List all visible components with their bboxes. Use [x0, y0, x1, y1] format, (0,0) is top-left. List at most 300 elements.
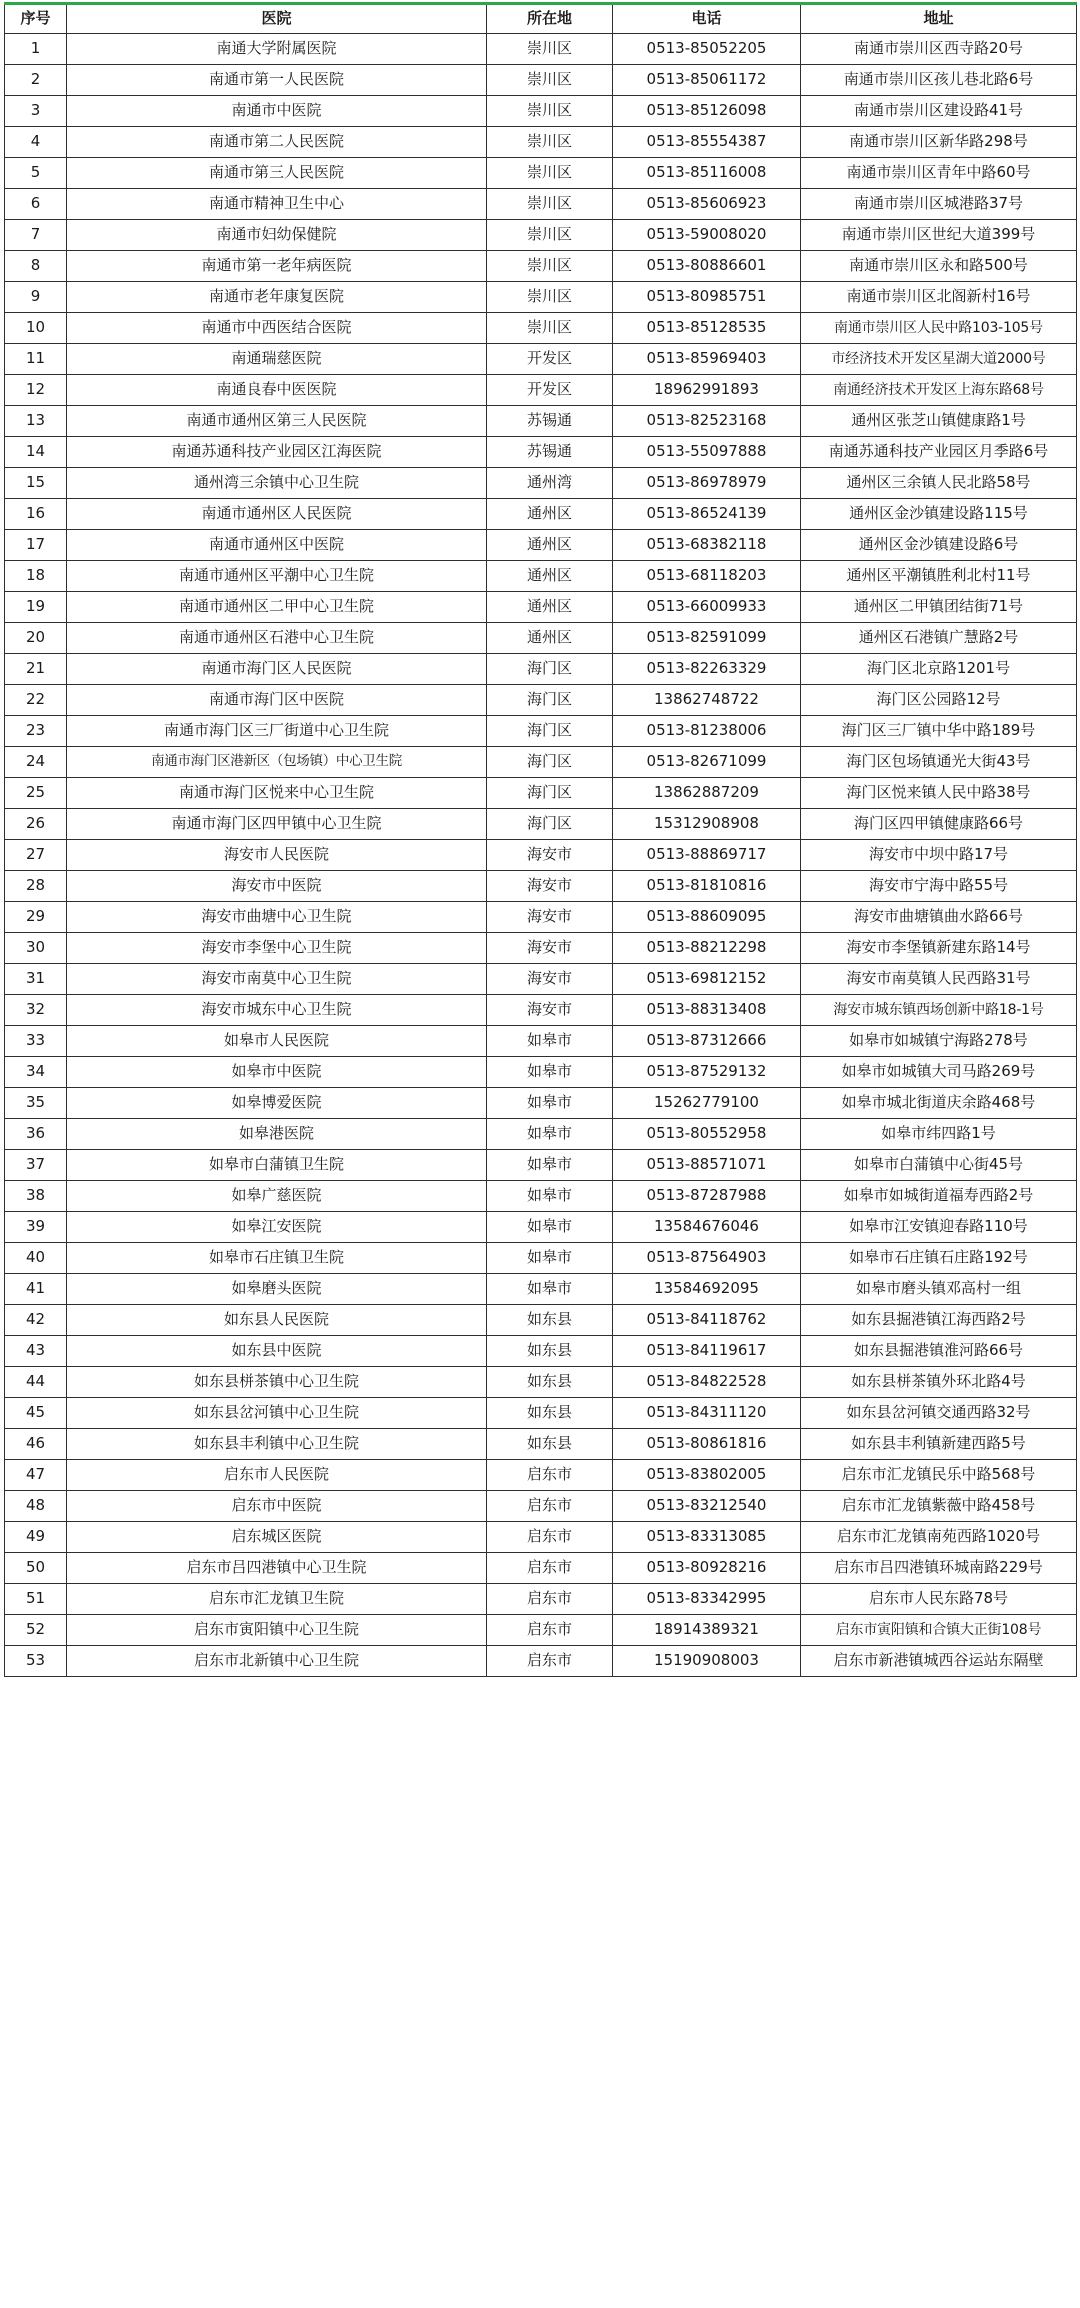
table-row: [5, 685, 1077, 716]
table-row: [5, 623, 1077, 654]
cell-address: 如皋市纬四路1号: [801, 1119, 1077, 1150]
cell-address: 南通市崇川区新华路298号: [801, 127, 1077, 158]
cell-hospital: 南通市第二人民医院: [67, 127, 487, 158]
cell-address: 通州区张芝山镇健康路1号: [801, 406, 1077, 437]
cell-hospital: 海安市曲塘中心卫生院: [67, 902, 487, 933]
cell-phone: 13862748722: [613, 685, 801, 716]
cell-seq: 51: [5, 1584, 67, 1615]
cell-seq: 8: [5, 251, 67, 282]
cell-phone: 0513-82671099: [613, 747, 801, 778]
table-row: [5, 34, 1077, 65]
cell-phone: 0513-88212298: [613, 933, 801, 964]
table-row: [5, 995, 1077, 1026]
table-row: [5, 871, 1077, 902]
cell-area: 崇川区: [487, 313, 613, 344]
cell-seq: 10: [5, 313, 67, 344]
cell-seq: 7: [5, 220, 67, 251]
cell-phone: 0513-85969403: [613, 344, 801, 375]
cell-hospital: 南通市中西医结合医院: [67, 313, 487, 344]
table-row: [5, 1646, 1077, 1677]
cell-hospital: 南通市通州区第三人民医院: [67, 406, 487, 437]
cell-hospital: 南通市通州区二甲中心卫生院: [67, 592, 487, 623]
table-row: [5, 1274, 1077, 1305]
cell-seq: 29: [5, 902, 67, 933]
cell-address: 南通市崇川区建设路41号: [801, 96, 1077, 127]
cell-area: 海门区: [487, 747, 613, 778]
cell-seq: 3: [5, 96, 67, 127]
cell-hospital: 海安市李堡中心卫生院: [67, 933, 487, 964]
cell-phone: 0513-68382118: [613, 530, 801, 561]
cell-phone: 0513-81238006: [613, 716, 801, 747]
cell-phone: 13584676046: [613, 1212, 801, 1243]
cell-address: 启东市汇龙镇紫薇中路458号: [801, 1491, 1077, 1522]
cell-phone: 0513-80886601: [613, 251, 801, 282]
cell-seq: 38: [5, 1181, 67, 1212]
cell-address: 启东市人民东路78号: [801, 1584, 1077, 1615]
table-row: [5, 1212, 1077, 1243]
cell-address: 南通经济技术开发区上海东路68号: [801, 375, 1077, 406]
table-row: [5, 1398, 1077, 1429]
table-row: [5, 1026, 1077, 1057]
cell-seq: 24: [5, 747, 67, 778]
cell-phone: 0513-82591099: [613, 623, 801, 654]
cell-phone: 0513-88869717: [613, 840, 801, 871]
cell-hospital: 南通市妇幼保健院: [67, 220, 487, 251]
cell-phone: 0513-68118203: [613, 561, 801, 592]
cell-seq: 47: [5, 1460, 67, 1491]
cell-phone: 13862887209: [613, 778, 801, 809]
cell-area: 海安市: [487, 933, 613, 964]
cell-area: 开发区: [487, 375, 613, 406]
column-header-area: 所在地: [487, 4, 613, 34]
cell-area: 苏锡通: [487, 406, 613, 437]
cell-seq: 5: [5, 158, 67, 189]
table-row: [5, 406, 1077, 437]
cell-hospital: 启东市中医院: [67, 1491, 487, 1522]
cell-address: 市经济技术开发区星湖大道2000号: [801, 344, 1077, 375]
table-row: [5, 1243, 1077, 1274]
cell-seq: 53: [5, 1646, 67, 1677]
cell-seq: 19: [5, 592, 67, 623]
cell-address: 启东市寅阳镇和合镇大正街108号: [801, 1615, 1077, 1646]
cell-phone: 0513-80928216: [613, 1553, 801, 1584]
cell-phone: 0513-83212540: [613, 1491, 801, 1522]
cell-hospital: 启东市汇龙镇卫生院: [67, 1584, 487, 1615]
cell-hospital: 南通大学附属医院: [67, 34, 487, 65]
cell-hospital: 启东市人民医院: [67, 1460, 487, 1491]
cell-address: 如东县掘港镇江海西路2号: [801, 1305, 1077, 1336]
table-row: [5, 1584, 1077, 1615]
cell-phone: 0513-86978979: [613, 468, 801, 499]
cell-area: 崇川区: [487, 127, 613, 158]
table-row: [5, 1429, 1077, 1460]
cell-phone: 15262779100: [613, 1088, 801, 1119]
cell-address: 海门区包场镇通光大街43号: [801, 747, 1077, 778]
cell-phone: 15312908908: [613, 809, 801, 840]
cell-address: 南通市崇川区永和路500号: [801, 251, 1077, 282]
cell-address: 南通市崇川区城港路37号: [801, 189, 1077, 220]
cell-hospital: 如东县人民医院: [67, 1305, 487, 1336]
cell-phone: 0513-80985751: [613, 282, 801, 313]
table-row: [5, 65, 1077, 96]
cell-seq: 39: [5, 1212, 67, 1243]
cell-hospital: 如东县中医院: [67, 1336, 487, 1367]
cell-hospital: 如皋港医院: [67, 1119, 487, 1150]
cell-area: 启东市: [487, 1491, 613, 1522]
cell-area: 如皋市: [487, 1026, 613, 1057]
cell-hospital: 海安市人民医院: [67, 840, 487, 871]
cell-area: 崇川区: [487, 251, 613, 282]
cell-seq: 48: [5, 1491, 67, 1522]
cell-area: 海门区: [487, 654, 613, 685]
cell-area: 海门区: [487, 685, 613, 716]
cell-phone: 0513-83802005: [613, 1460, 801, 1491]
cell-address: 海门区四甲镇健康路66号: [801, 809, 1077, 840]
cell-phone: 0513-84311120: [613, 1398, 801, 1429]
cell-seq: 12: [5, 375, 67, 406]
cell-area: 海门区: [487, 809, 613, 840]
table-row: [5, 1460, 1077, 1491]
table-body: [5, 34, 1077, 1677]
cell-phone: 0513-88571071: [613, 1150, 801, 1181]
cell-address: 如皋市如城镇大司马路269号: [801, 1057, 1077, 1088]
cell-area: 崇川区: [487, 65, 613, 96]
cell-address: 启东市吕四港镇环城南路229号: [801, 1553, 1077, 1584]
cell-phone: 0513-69812152: [613, 964, 801, 995]
table-row: [5, 158, 1077, 189]
cell-address: 如东县栟茶镇外环北路4号: [801, 1367, 1077, 1398]
cell-seq: 2: [5, 65, 67, 96]
cell-area: 崇川区: [487, 158, 613, 189]
cell-address: 南通市崇川区青年中路60号: [801, 158, 1077, 189]
cell-seq: 34: [5, 1057, 67, 1088]
cell-address: 通州区金沙镇建设路115号: [801, 499, 1077, 530]
cell-hospital: 启东市北新镇中心卫生院: [67, 1646, 487, 1677]
table-row: [5, 809, 1077, 840]
cell-hospital: 南通市通州区中医院: [67, 530, 487, 561]
cell-seq: 18: [5, 561, 67, 592]
cell-hospital: 如皋市中医院: [67, 1057, 487, 1088]
cell-seq: 11: [5, 344, 67, 375]
cell-area: 崇川区: [487, 34, 613, 65]
cell-area: 如皋市: [487, 1243, 613, 1274]
cell-area: 海安市: [487, 995, 613, 1026]
cell-hospital: 如东县栟茶镇中心卫生院: [67, 1367, 487, 1398]
cell-address: 海安市城东镇西场创新中路18-1号: [801, 995, 1077, 1026]
cell-seq: 49: [5, 1522, 67, 1553]
cell-phone: 0513-83342995: [613, 1584, 801, 1615]
table-row: [5, 1150, 1077, 1181]
cell-area: 通州区: [487, 623, 613, 654]
cell-seq: 33: [5, 1026, 67, 1057]
cell-hospital: 如皋市白蒲镇卫生院: [67, 1150, 487, 1181]
cell-seq: 40: [5, 1243, 67, 1274]
cell-seq: 27: [5, 840, 67, 871]
cell-hospital: 如皋磨头医院: [67, 1274, 487, 1305]
table-row: [5, 1305, 1077, 1336]
table-row: [5, 1491, 1077, 1522]
cell-phone: 0513-87529132: [613, 1057, 801, 1088]
table-row: [5, 561, 1077, 592]
cell-seq: 4: [5, 127, 67, 158]
cell-address: 如皋市白蒲镇中心街45号: [801, 1150, 1077, 1181]
table-row: [5, 1057, 1077, 1088]
cell-hospital: 通州湾三余镇中心卫生院: [67, 468, 487, 499]
cell-seq: 22: [5, 685, 67, 716]
cell-phone: 0513-85061172: [613, 65, 801, 96]
cell-hospital: 如东县丰利镇中心卫生院: [67, 1429, 487, 1460]
cell-address: 南通苏通科技产业园区月季路6号: [801, 437, 1077, 468]
cell-seq: 6: [5, 189, 67, 220]
table-row: [5, 1181, 1077, 1212]
cell-hospital: 南通市通州区人民医院: [67, 499, 487, 530]
cell-area: 通州区: [487, 499, 613, 530]
table-row: [5, 1522, 1077, 1553]
cell-area: 海门区: [487, 716, 613, 747]
table-row: [5, 1088, 1077, 1119]
cell-phone: 0513-82263329: [613, 654, 801, 685]
column-header-phone: 电话: [613, 4, 801, 34]
cell-seq: 1: [5, 34, 67, 65]
cell-hospital: 启东市寅阳镇中心卫生院: [67, 1615, 487, 1646]
cell-area: 启东市: [487, 1553, 613, 1584]
cell-seq: 37: [5, 1150, 67, 1181]
table-row: [5, 375, 1077, 406]
cell-hospital: 南通市海门区四甲镇中心卫生院: [67, 809, 487, 840]
cell-phone: 0513-87287988: [613, 1181, 801, 1212]
table-row: [5, 654, 1077, 685]
cell-area: 海安市: [487, 902, 613, 933]
cell-hospital: 海安市中医院: [67, 871, 487, 902]
cell-phone: 0513-88609095: [613, 902, 801, 933]
cell-area: 启东市: [487, 1615, 613, 1646]
cell-hospital: 南通市第三人民医院: [67, 158, 487, 189]
cell-phone: 0513-66009933: [613, 592, 801, 623]
cell-phone: 0513-85606923: [613, 189, 801, 220]
cell-area: 如东县: [487, 1305, 613, 1336]
cell-phone: 0513-85554387: [613, 127, 801, 158]
cell-seq: 26: [5, 809, 67, 840]
cell-phone: 18914389321: [613, 1615, 801, 1646]
cell-seq: 46: [5, 1429, 67, 1460]
cell-address: 南通市崇川区世纪大道399号: [801, 220, 1077, 251]
cell-hospital: 海安市城东中心卫生院: [67, 995, 487, 1026]
cell-seq: 35: [5, 1088, 67, 1119]
cell-address: 如皋市磨头镇邓高村一组: [801, 1274, 1077, 1305]
cell-address: 如东县岔河镇交通西路32号: [801, 1398, 1077, 1429]
table-header: [5, 4, 1077, 34]
cell-address: 如东县掘港镇淮河路66号: [801, 1336, 1077, 1367]
cell-address: 启东市汇龙镇南苑西路1020号: [801, 1522, 1077, 1553]
cell-area: 苏锡通: [487, 437, 613, 468]
cell-area: 海安市: [487, 840, 613, 871]
cell-hospital: 南通市通州区石港中心卫生院: [67, 623, 487, 654]
cell-hospital: 如皋博爱医院: [67, 1088, 487, 1119]
cell-area: 如皋市: [487, 1150, 613, 1181]
cell-area: 通州区: [487, 592, 613, 623]
cell-seq: 17: [5, 530, 67, 561]
cell-area: 如皋市: [487, 1119, 613, 1150]
cell-phone: 0513-85126098: [613, 96, 801, 127]
table-row: [5, 1367, 1077, 1398]
cell-phone: 18962991893: [613, 375, 801, 406]
cell-address: 南通市崇川区北阁新村16号: [801, 282, 1077, 313]
cell-area: 如东县: [487, 1367, 613, 1398]
cell-address: 海安市宁海中路55号: [801, 871, 1077, 902]
table-row: [5, 530, 1077, 561]
cell-seq: 23: [5, 716, 67, 747]
table-row: [5, 96, 1077, 127]
cell-hospital: 南通市海门区港新区（包场镇）中心卫生院: [67, 747, 487, 778]
cell-address: 如皋市如城镇宁海路278号: [801, 1026, 1077, 1057]
table-row: [5, 437, 1077, 468]
cell-phone: 0513-84822528: [613, 1367, 801, 1398]
cell-area: 崇川区: [487, 282, 613, 313]
cell-phone: 0513-87312666: [613, 1026, 801, 1057]
cell-phone: 0513-85128535: [613, 313, 801, 344]
cell-area: 启东市: [487, 1646, 613, 1677]
cell-hospital: 南通市海门区中医院: [67, 685, 487, 716]
table-row: [5, 592, 1077, 623]
cell-address: 南通市崇川区人民中路103-105号: [801, 313, 1077, 344]
cell-phone: 0513-85116008: [613, 158, 801, 189]
cell-seq: 32: [5, 995, 67, 1026]
table-header-row: [5, 4, 1077, 34]
table-row: [5, 189, 1077, 220]
table-row: [5, 840, 1077, 871]
cell-seq: 52: [5, 1615, 67, 1646]
cell-phone: 0513-55097888: [613, 437, 801, 468]
cell-area: 如东县: [487, 1398, 613, 1429]
cell-hospital: 南通苏通科技产业园区江海医院: [67, 437, 487, 468]
cell-seq: 28: [5, 871, 67, 902]
table-row: [5, 1615, 1077, 1646]
cell-phone: 0513-82523168: [613, 406, 801, 437]
table-row: [5, 344, 1077, 375]
cell-area: 崇川区: [487, 220, 613, 251]
cell-area: 如皋市: [487, 1274, 613, 1305]
cell-area: 如东县: [487, 1336, 613, 1367]
table-row: [5, 499, 1077, 530]
cell-hospital: 南通市第一老年病医院: [67, 251, 487, 282]
table-row: [5, 220, 1077, 251]
cell-area: 启东市: [487, 1522, 613, 1553]
cell-address: 启东市新港镇城西谷运站东隔壁: [801, 1646, 1077, 1677]
cell-area: 开发区: [487, 344, 613, 375]
table-row: [5, 1553, 1077, 1584]
cell-address: 海安市中坝中路17号: [801, 840, 1077, 871]
cell-address: 南通市崇川区孩儿巷北路6号: [801, 65, 1077, 96]
table-row: [5, 251, 1077, 282]
table-row: [5, 747, 1077, 778]
cell-phone: 0513-85052205: [613, 34, 801, 65]
cell-seq: 43: [5, 1336, 67, 1367]
cell-hospital: 南通市精神卫生中心: [67, 189, 487, 220]
table-row: [5, 313, 1077, 344]
cell-address: 通州区三余镇人民北路58号: [801, 468, 1077, 499]
cell-area: 如皋市: [487, 1212, 613, 1243]
cell-phone: 0513-83313085: [613, 1522, 801, 1553]
cell-area: 崇川区: [487, 96, 613, 127]
cell-address: 海门区三厂镇中华中路189号: [801, 716, 1077, 747]
cell-seq: 9: [5, 282, 67, 313]
cell-hospital: 南通市海门区人民医院: [67, 654, 487, 685]
cell-hospital: 如皋广慈医院: [67, 1181, 487, 1212]
cell-address: 如皋市如城街道福寿西路2号: [801, 1181, 1077, 1212]
cell-phone: 0513-59008020: [613, 220, 801, 251]
cell-seq: 36: [5, 1119, 67, 1150]
cell-area: 启东市: [487, 1460, 613, 1491]
cell-address: 通州区二甲镇团结街71号: [801, 592, 1077, 623]
cell-hospital: 海安市南莫中心卫生院: [67, 964, 487, 995]
cell-area: 通州湾: [487, 468, 613, 499]
cell-address: 海安市南莫镇人民西路31号: [801, 964, 1077, 995]
cell-phone: 0513-88313408: [613, 995, 801, 1026]
table-row: [5, 902, 1077, 933]
table-row: [5, 1119, 1077, 1150]
cell-phone: 0513-80552958: [613, 1119, 801, 1150]
cell-address: 海安市李堡镇新建东路14号: [801, 933, 1077, 964]
table-row: [5, 778, 1077, 809]
cell-hospital: 南通市中医院: [67, 96, 487, 127]
cell-seq: 16: [5, 499, 67, 530]
column-header-address: 地址: [801, 4, 1077, 34]
cell-phone: 0513-84118762: [613, 1305, 801, 1336]
table-row: [5, 716, 1077, 747]
cell-seq: 50: [5, 1553, 67, 1584]
cell-area: 通州区: [487, 561, 613, 592]
cell-phone: 13584692095: [613, 1274, 801, 1305]
cell-area: 启东市: [487, 1584, 613, 1615]
cell-hospital: 如皋江安医院: [67, 1212, 487, 1243]
cell-address: 南通市崇川区西寺路20号: [801, 34, 1077, 65]
cell-hospital: 如皋市石庄镇卫生院: [67, 1243, 487, 1274]
cell-address: 海安市曲塘镇曲水路66号: [801, 902, 1077, 933]
column-header-seq: 序号: [5, 4, 67, 34]
cell-address: 如皋市石庄镇石庄路192号: [801, 1243, 1077, 1274]
table-row: [5, 964, 1077, 995]
cell-seq: 15: [5, 468, 67, 499]
cell-hospital: 南通市海门区三厂街道中心卫生院: [67, 716, 487, 747]
cell-address: 启东市汇龙镇民乐中路568号: [801, 1460, 1077, 1491]
cell-address: 海门区公园路12号: [801, 685, 1077, 716]
cell-area: 如皋市: [487, 1088, 613, 1119]
cell-phone: 0513-86524139: [613, 499, 801, 530]
cell-phone: 0513-87564903: [613, 1243, 801, 1274]
cell-address: 海门区北京路1201号: [801, 654, 1077, 685]
cell-phone: 0513-81810816: [613, 871, 801, 902]
cell-address: 通州区石港镇广慧路2号: [801, 623, 1077, 654]
column-header-hospital: 医院: [67, 4, 487, 34]
cell-hospital: 启东城区医院: [67, 1522, 487, 1553]
cell-phone: 0513-80861816: [613, 1429, 801, 1460]
cell-seq: 41: [5, 1274, 67, 1305]
cell-seq: 44: [5, 1367, 67, 1398]
table-row: [5, 282, 1077, 313]
cell-area: 如皋市: [487, 1181, 613, 1212]
cell-hospital: 如东县岔河镇中心卫生院: [67, 1398, 487, 1429]
cell-area: 如东县: [487, 1429, 613, 1460]
cell-address: 通州区平潮镇胜利北村11号: [801, 561, 1077, 592]
cell-seq: 45: [5, 1398, 67, 1429]
cell-address: 海门区悦来镇人民中路38号: [801, 778, 1077, 809]
cell-seq: 13: [5, 406, 67, 437]
cell-seq: 14: [5, 437, 67, 468]
cell-hospital: 南通瑞慈医院: [67, 344, 487, 375]
cell-area: 海安市: [487, 871, 613, 902]
cell-hospital: 南通良春中医医院: [67, 375, 487, 406]
cell-phone: 0513-84119617: [613, 1336, 801, 1367]
